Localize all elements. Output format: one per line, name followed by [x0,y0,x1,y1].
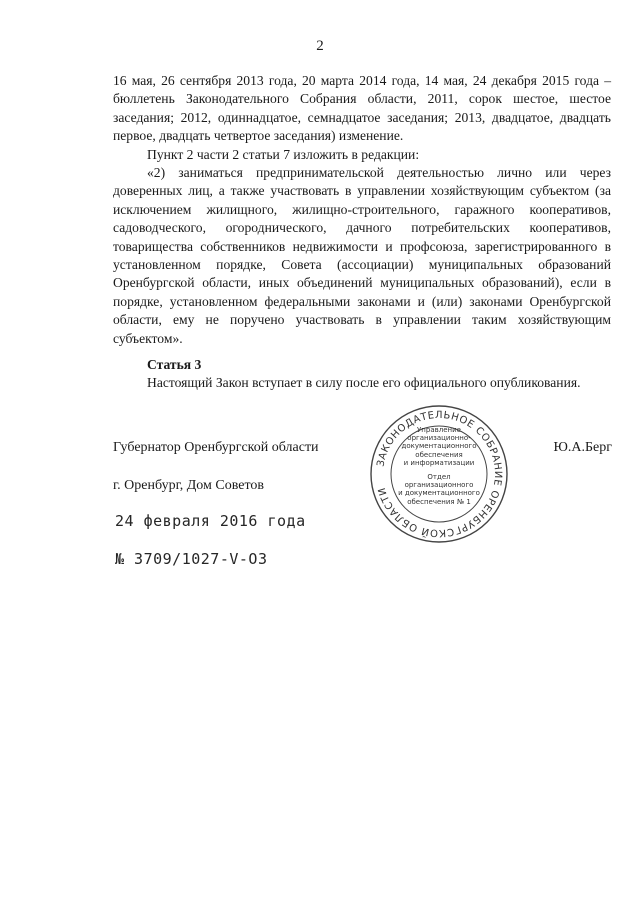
article-3 [113,356,611,393]
body-paragraph-1: 16 мая, 26 сентября 2013 года, 20 марта 2014 года, 14 мая, 24 декабря 2015 года – бюллетень Законодательного Собрания области, 2011, сорок шестое, шестое заседания; 2012, одиннадцатое, семнадцатое заседания; 2013, двадцатое, двадцать первое, двадцать четвертое заседания) изменение. [113,73,611,144]
stamp-line: Управление [417,426,461,434]
stamp-line: Отдел организационного [404,473,474,490]
signing-date: 24 февраля 2016 года [115,512,306,530]
body-paragraph-2: Пункт 2 части 2 статьи 7 изложить в редакции: [147,146,420,162]
body-text [113,72,611,348]
law-number: № 3709/1027-V-ОЗ [115,550,268,568]
governor-title: Губернатор Оренбургской области [113,440,319,455]
signing-place: г. Оренбург, Дом Советов [113,478,264,493]
body-paragraph-3: «2) заниматься предпринимательской деятельностью лично или через доверенных лиц, а также участвовать в управлении хозяйствующим субъектом (за исключением жилищного, жилищно-строительного, гаражного кооперативов, садоводческого, огороднического, дачного потребительских кооперативов, товарищества собственников недвижимости и профсоюза, зарегистрированного в установленном порядке, Совета (ассоциации) муниципальных образований Оренбургской области, иных объединений муниципальных образований), если в порядке, установленном федеральными законами и (или) законами Оренбургской области, ему не поручено участвовать в управлении таким хозяйствующим субъектом». [113,165,611,346]
article-title: Статья 3 [147,357,202,372]
stamp-inner-text [397,426,481,506]
stamp-line: и документационного [398,489,480,498]
stamp-line: обеспечения [415,450,463,459]
governor-name: Ю.А.Берг [553,440,612,455]
stamp-line: документационного [401,442,477,451]
stamp-line: обеспечения № 1 [407,497,471,506]
page-number: 2 [316,38,324,54]
stamp-outer-text: ЗАКОНОДАТЕЛЬНОЕ СОБРАНИЕ ОРЕНБУРГСКОЙ ОБЛАСТИ [375,409,504,539]
article-text: Настоящий Закон вступает в силу после его официального опубликования. [147,375,581,391]
stamp-line: и информатизации [403,458,475,467]
stamp-line: организационно- [407,434,471,443]
official-stamp [369,404,509,544]
